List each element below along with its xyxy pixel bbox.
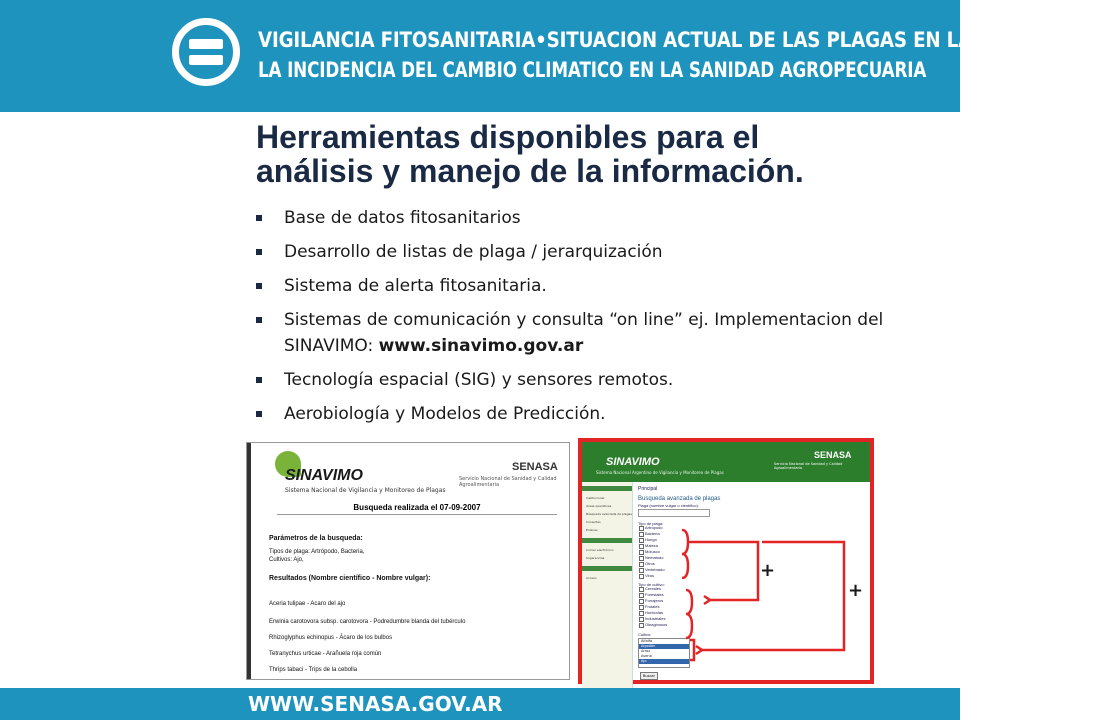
footer-url[interactable]: WWW.SENASA.GOV.AR bbox=[248, 692, 503, 716]
plus-symbol: + bbox=[760, 560, 776, 581]
sidebar-item[interactable]: Acceso bbox=[586, 576, 597, 580]
sinavimo-subtitle: Sistema Nacional Argentino de Vigilancia y Monitoreo de Plagas bbox=[596, 470, 724, 475]
bullet-item: Tecnología espacial (SIG) y sensores remotos. bbox=[254, 367, 954, 393]
sidebar-item[interactable]: Búsqueda avanzada de plagas bbox=[586, 512, 632, 516]
params-cultivos: Cultivos: Ajo, bbox=[269, 557, 304, 563]
checkbox-label: Nematodo bbox=[645, 555, 664, 560]
sidebar-item[interactable]: Sugerencias bbox=[586, 556, 605, 560]
sidebar-item[interactable]: Áreas operativas bbox=[586, 504, 612, 508]
checkbox-label: Forrajeros bbox=[645, 598, 664, 603]
params-title: Parámetros de la busqueda: bbox=[269, 535, 363, 542]
result-item: Erwinia carotovora subsp. carotovora - Podredumbre blanda del tubérculo bbox=[269, 619, 466, 625]
result-item: Aceria tulipae - Acaro del ajo bbox=[269, 601, 346, 607]
bullet-square-icon bbox=[256, 411, 262, 417]
breadcrumb[interactable]: Principal bbox=[638, 486, 658, 492]
sinavimo-brand: SINAVIMO bbox=[285, 467, 363, 484]
checkbox-label: Frutales bbox=[645, 604, 660, 609]
senasa-subtitle: Servicio Nacional de Sanidad y Calidad Agroalimentaria bbox=[774, 462, 843, 470]
checkbox-label: Cereales bbox=[645, 586, 662, 591]
bullet-square-icon bbox=[256, 249, 262, 255]
plus-symbol: + bbox=[848, 580, 864, 601]
checkbox-label: Maleza bbox=[645, 543, 658, 548]
checkbox-label: Industriales bbox=[645, 616, 666, 621]
tipo-label: Tipo de plaga: bbox=[638, 521, 664, 526]
bullet-item: Desarrollo de listas de plaga / jerarquización bbox=[254, 239, 954, 265]
slide-title bbox=[256, 120, 946, 188]
params-tipos: Tipos de plaga: Artrópodo, Bacteria, bbox=[269, 549, 365, 555]
cultivo-label: Tipo de cultivo: bbox=[638, 582, 665, 587]
checkbox-label: Hortícolas bbox=[645, 610, 664, 615]
result-item: Thrips tabaci - Trips de la cebolla bbox=[269, 667, 358, 673]
sidebar-item[interactable]: Institucional bbox=[586, 496, 605, 500]
result-item: Rhizoglyphus echinopus - Ácaro de los bulbos bbox=[269, 635, 393, 641]
buscar-button[interactable]: Buscar bbox=[640, 672, 658, 680]
cultivo-select[interactable]: Alfalfa Algodón Arroz Avena Ajo bbox=[638, 638, 690, 668]
footer-bar bbox=[0, 688, 960, 720]
senasa-brand: SENASA bbox=[512, 461, 558, 473]
header-line-2: LA INCIDENCIA DEL CAMBIO CLIMATICO EN LA SANIDAD AGROPECUARIA bbox=[258, 58, 927, 82]
sinavimo-results-screenshot bbox=[246, 442, 570, 680]
header-line-1: VIGILANCIA FITOSANITARIA•SITUACION ACTUAL DE LAS PLAGAS EN LA ARGENTINA bbox=[258, 28, 1096, 52]
bullet-item: Sistemas de comunicación y consulta “on line” ej. Implementacion del SINAVIMO: www.sinavimo.gov.ar bbox=[254, 307, 954, 359]
sinavimo-subtitle: Sistema Nacional de Vigilancia y Monitoreo de Plagas bbox=[285, 487, 446, 494]
result-item: Tetranychus urticae - Arañuela roja común bbox=[269, 651, 382, 657]
senasa-logo-icon bbox=[172, 18, 240, 86]
sidebar-item[interactable]: Correo electrónico bbox=[586, 548, 614, 552]
bullet-item: Aerobiología y Modelos de Predicción. bbox=[254, 401, 954, 427]
sidebar-item[interactable]: Enlaces bbox=[586, 528, 598, 532]
sidebar-item[interactable]: Consultas bbox=[586, 520, 601, 524]
checkbox-label: Oleaginosos bbox=[645, 622, 668, 627]
bullet-item: Sistema de alerta fitosanitaria. bbox=[254, 273, 954, 299]
bullet-square-icon bbox=[256, 317, 262, 323]
checkbox-label: Vertebrado bbox=[645, 567, 665, 572]
search-heading: Busqueda avanzada de plagas bbox=[638, 496, 721, 502]
bullet-square-icon bbox=[256, 283, 262, 289]
sinavimo-brand: SINAVIMO bbox=[606, 456, 660, 468]
checkbox-label: Hongo bbox=[645, 537, 657, 542]
cultivo2-label: Cultivo: bbox=[638, 632, 652, 637]
checkbox-label: Forestales bbox=[645, 592, 664, 597]
flow-arrows bbox=[582, 442, 878, 688]
bullet-square-icon bbox=[256, 215, 262, 221]
senasa-brand: SENASA bbox=[814, 450, 852, 460]
header-banner bbox=[0, 0, 1096, 112]
bullet-square-icon bbox=[256, 377, 262, 383]
field-label: Plaga (nombre vulgar o científico): bbox=[638, 503, 699, 508]
search-date-banner: Busqueda realizada el 07-09-2007 bbox=[277, 503, 557, 515]
checkbox-label: Bacteria bbox=[645, 531, 660, 536]
checkbox-label: Artrópodo bbox=[645, 525, 663, 530]
bullet-list bbox=[254, 205, 954, 435]
slide-title-line-1: Herramientas disponibles para el bbox=[256, 119, 760, 155]
slide-title-line-2: análisis y manejo de la información. bbox=[256, 153, 804, 189]
results-title: Resultados (Nombre científico - Nombre vulgar): bbox=[269, 575, 431, 582]
sinavimo-link[interactable]: www.sinavimo.gov.ar bbox=[378, 336, 584, 356]
bullet-item: Base de datos fitosanitarios bbox=[254, 205, 954, 231]
senasa-subtitle: Servicio Nacional de Sanidad y Calidad Agroalimentaria bbox=[459, 476, 557, 488]
sinavimo-search-screenshot bbox=[578, 438, 874, 684]
checkbox-label: Otros bbox=[645, 561, 655, 566]
checkbox-label: Molusco bbox=[645, 549, 660, 554]
checkbox-label: Virus bbox=[645, 573, 655, 578]
